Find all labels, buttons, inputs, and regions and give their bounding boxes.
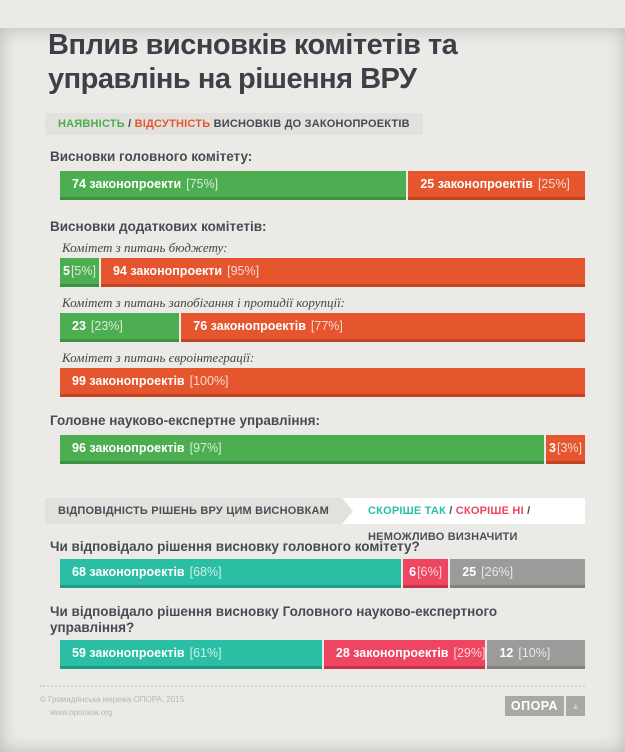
bar-segment-pink: [403, 559, 448, 588]
segment-percent-label: [26%]: [481, 565, 514, 580]
section-heading: Висновки додаткових комітетів:: [50, 219, 267, 235]
footer-credits: [40, 694, 184, 720]
legend-presence: [45, 113, 423, 135]
segment-percent-label: [97%]: [189, 441, 222, 456]
segment-value-label: 74 законопроекти: [72, 177, 182, 192]
legend-compliance-na: НЕМОЖЛИВО ВИЗНАЧИТИ: [368, 531, 518, 544]
segment-percent-label: [5%]: [70, 264, 96, 279]
legend-presence-present: НАЯВНІСТЬ: [58, 118, 125, 131]
segment-value-label: 5: [63, 264, 70, 279]
segment-percent-label: [29%]: [453, 646, 486, 661]
bar-segment-teal: [60, 559, 401, 588]
bar-row: [60, 435, 585, 464]
legend-compliance-sep2: /: [523, 505, 531, 518]
legend-presence-tail: ВИСНОВКІВ ДО ЗАКОНОПРОЕКТІВ: [210, 118, 410, 131]
segment-value-label: 28 законопроектів: [335, 646, 449, 661]
page-title-line1: Вплив висновків комітетів та: [48, 29, 458, 61]
question-heading: Чи відповідало рішення висновку Головного науково-експертного управління?: [50, 604, 498, 636]
infographic: [0, 28, 625, 720]
segment-value-label: 96 законопроектів: [72, 441, 185, 456]
footer-divider: [40, 685, 585, 687]
legend-compliance-options: [342, 498, 585, 544]
segment-value-label: 12: [499, 646, 514, 661]
bar-row: [60, 313, 585, 342]
bar-segment-orange: [101, 258, 585, 287]
bar-segment-pink: [324, 640, 486, 669]
segment-percent-label: [77%]: [310, 319, 343, 334]
segment-percent-label: [68%]: [189, 565, 222, 580]
segment-value-label: 94 законопроекти: [112, 264, 223, 279]
section-heading: Висновки головного комітету:: [50, 149, 253, 165]
opora-logo-triangle-icon: ▲: [566, 696, 585, 716]
sub-heading: Комітет з питань бюджету:: [62, 240, 228, 256]
bar-segment-orange: [60, 368, 585, 397]
footer: [40, 694, 585, 720]
opora-logo: [505, 696, 585, 716]
segment-percent-label: [25%]: [537, 177, 570, 192]
bar-row: [60, 171, 585, 200]
section-heading: Головне науково-експертне управління:: [50, 413, 320, 429]
page-title-line2: управлінь на рішення ВРУ: [48, 63, 417, 96]
opora-logo-text: ОПОРА: [505, 696, 564, 716]
segment-value-label: 23: [72, 319, 86, 334]
segment-value-label: 76 законопроектів: [193, 319, 306, 334]
segment-value-label: 6: [409, 565, 417, 580]
segment-percent-label: [95%]: [227, 264, 260, 279]
compliance-chart-rows: [40, 539, 585, 669]
segment-value-label: 68 законопроектів: [72, 565, 185, 580]
bar-segment-orange: [546, 435, 585, 464]
legend-compliance-no: СКОРІШЕ НІ: [455, 505, 524, 518]
bar-row: [60, 258, 585, 287]
segment-value-label: 59 законопроектів: [72, 646, 185, 661]
bar-segment-gray: [450, 559, 585, 588]
segment-percent-label: [23%]: [90, 319, 123, 334]
page-title: [48, 28, 585, 96]
segment-percent-label: [10%]: [518, 646, 551, 661]
footer-copyright: © Громадянська мережа ОПОРА, 2015: [40, 695, 185, 705]
sub-heading: Комітет з питань запобігання і протидії корупції:: [62, 295, 346, 311]
presence-chart-rows: [40, 149, 585, 464]
legend-presence-absent: ВІДСУТНІСТЬ: [134, 118, 211, 131]
sub-heading: Комітет з питань євроінтеграції:: [62, 350, 255, 366]
bar-segment-green: [60, 435, 544, 464]
legend-compliance: [45, 498, 585, 544]
bar-segment-orange: [408, 171, 585, 200]
segment-percent-label: [75%]: [186, 177, 219, 192]
bar-segment-green: [60, 258, 99, 287]
bar-segment-green: [60, 171, 406, 200]
segment-percent-label: [6%]: [417, 565, 443, 580]
bar-row: [60, 368, 585, 397]
bar-segment-gray: [487, 640, 585, 669]
segment-value-label: 25 законопроектів: [420, 177, 533, 192]
bar-segment-teal: [60, 640, 322, 669]
segment-percent-label: [100%]: [189, 374, 229, 389]
segment-value-label: 99 законопроектів: [72, 374, 185, 389]
bar-row: [60, 559, 585, 588]
segment-percent-label: [3%]: [556, 441, 582, 456]
segment-percent-label: [61%]: [189, 646, 222, 661]
bar-segment-green: [60, 313, 179, 342]
legend-compliance-label: ВІДПОВІДНІСТЬ РІШЕНЬ ВРУ ЦИМ ВИСНОВКАМ: [45, 498, 342, 524]
legend-compliance-sep1: /: [445, 505, 456, 518]
segment-value-label: 3: [549, 441, 556, 456]
legend-compliance-yes: СКОРІШЕ ТАК: [368, 505, 446, 518]
segment-value-label: 25: [462, 565, 477, 580]
legend-presence-separator: /: [124, 118, 135, 131]
question-heading: Чи відповідало рішення висновку головного комітету?: [50, 539, 420, 555]
bar-row: [60, 640, 585, 669]
bar-segment-orange: [181, 313, 585, 342]
footer-website: www.oporaua.org: [50, 708, 113, 718]
